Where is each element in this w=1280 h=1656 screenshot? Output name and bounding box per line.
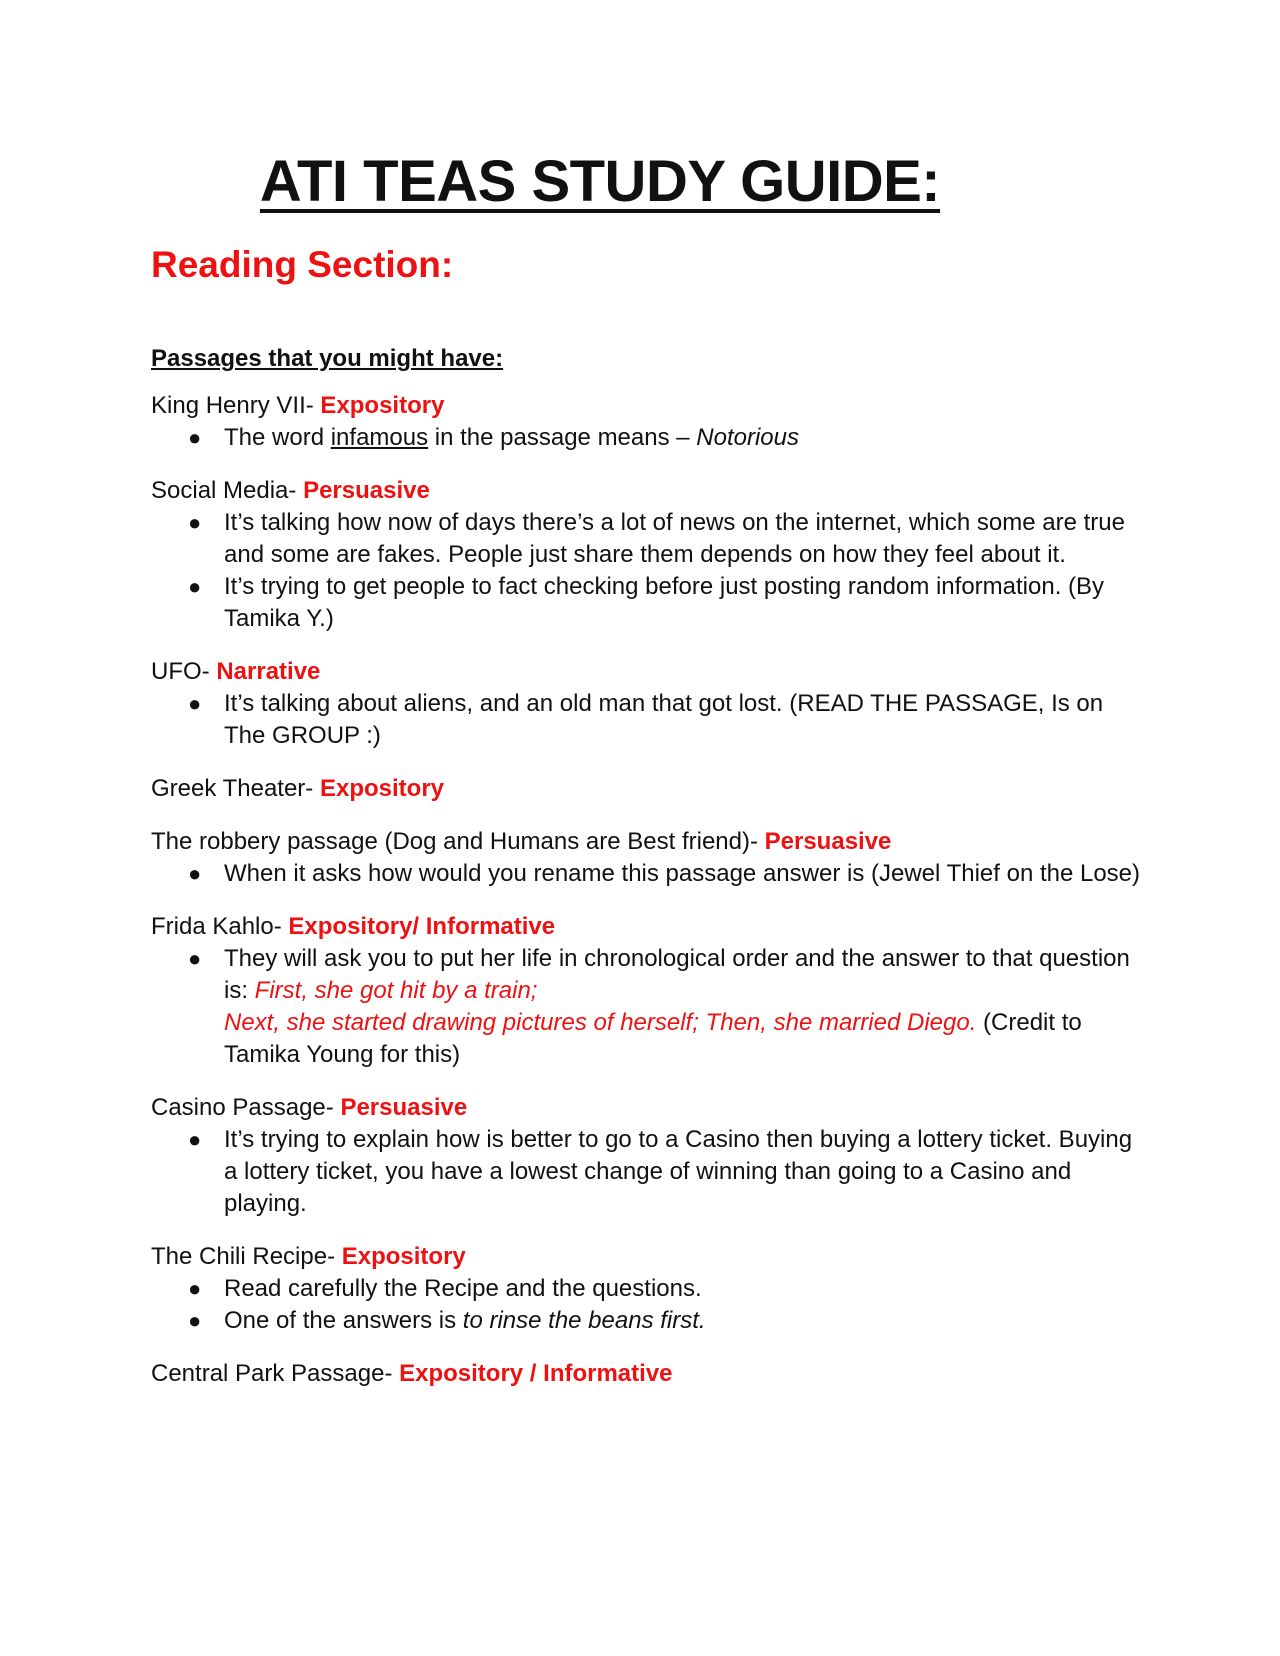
passage-category: Persuasive xyxy=(764,828,892,855)
passage-notes xyxy=(151,422,1141,454)
bullet-icon: ● xyxy=(188,574,202,599)
passage-category: Expository/ Informative xyxy=(288,913,556,940)
section-heading: Reading Section: xyxy=(151,244,454,285)
passage-heading xyxy=(151,656,1141,688)
note-item xyxy=(151,858,1141,890)
bullet-icon: ● xyxy=(188,1276,202,1301)
passage-entry-ufo xyxy=(151,656,1141,752)
bullet-icon: ● xyxy=(188,1127,202,1152)
note-item xyxy=(151,422,1141,454)
passage-notes xyxy=(151,688,1141,752)
passage-heading xyxy=(151,826,1141,858)
note-text: It’s talking how now of days there’s a lot of news on the internet, which some are true and some are fakes. People just share them depends on how they feel about it. xyxy=(224,509,1125,568)
note-item xyxy=(151,1273,1141,1305)
bullet-icon: ● xyxy=(188,861,202,886)
italic-answer: to rinse the beans first. xyxy=(462,1307,706,1334)
passage-entry-social-media xyxy=(151,475,1141,635)
passage-heading xyxy=(151,911,1141,943)
passage-list xyxy=(151,390,1141,1390)
passage-category: Expository xyxy=(319,775,444,802)
passage-name: Social Media- xyxy=(151,477,304,504)
red-answer-first: First, she got hit by a train; xyxy=(254,977,538,1004)
passage-name: King Henry VII- xyxy=(151,392,321,419)
note-text: Read carefully the Recipe and the questions. xyxy=(224,1275,702,1302)
note-item xyxy=(151,688,1141,752)
passage-entry-central-park xyxy=(151,1358,1141,1390)
passage-heading xyxy=(151,1358,1141,1390)
passage-category: Expository xyxy=(341,1243,466,1270)
passage-entry-king-henry xyxy=(151,390,1141,454)
note-item xyxy=(151,1124,1141,1220)
passage-entry-greek-theater xyxy=(151,773,1141,805)
underlined-word: infamous xyxy=(330,424,429,451)
passage-notes xyxy=(151,507,1141,635)
passage-name: Greek Theater- xyxy=(151,775,320,802)
bullet-icon: ● xyxy=(188,1308,202,1333)
passage-category: Narrative xyxy=(216,658,321,685)
passage-category: Expository xyxy=(320,392,445,419)
passage-heading xyxy=(151,390,1141,422)
passage-name: Casino Passage- xyxy=(151,1094,341,1121)
passage-name: UFO- xyxy=(151,658,217,685)
note-item xyxy=(151,943,1141,1071)
passage-category: Expository / Informative xyxy=(399,1360,673,1387)
passage-notes xyxy=(151,943,1141,1071)
note-text: It’s trying to explain how is better to go to a Casino then buying a lottery ticket. Buying a lottery ticket, you have a lowest change of winning than going to a Casino and playing. xyxy=(224,1126,1133,1217)
note-text: It’s talking about aliens, and an old man that got lost. (READ THE PASSAGE, Is on The GROUP :) xyxy=(224,690,1104,749)
passage-heading xyxy=(151,1241,1141,1273)
passage-heading xyxy=(151,1092,1141,1124)
passage-entry-frida-kahlo xyxy=(151,911,1141,1071)
passage-entry-chili-recipe xyxy=(151,1241,1141,1337)
note-text: When it asks how would you rename this passage answer is (Jewel Thief on the Lose) xyxy=(224,860,1141,887)
passage-category: Persuasive xyxy=(340,1094,468,1121)
passage-heading xyxy=(151,773,1141,805)
passage-entry-robbery xyxy=(151,826,1141,890)
bullet-icon: ● xyxy=(188,510,202,535)
passage-name: The Chili Recipe- xyxy=(151,1243,342,1270)
note-item xyxy=(151,571,1141,635)
passage-name: Frida Kahlo- xyxy=(151,913,289,940)
page-title xyxy=(0,148,1200,215)
passage-name: The robbery passage (Dog and Humans are Best friend)- xyxy=(151,828,765,855)
title-text: ATI TEAS STUDY GUIDE: xyxy=(259,149,941,214)
note-item xyxy=(151,1305,1141,1337)
note-text: in the passage means – xyxy=(428,424,697,451)
note-text: They will ask you to put her life in chronological order and the answer to that question is: xyxy=(224,945,1130,1004)
passage-notes xyxy=(151,1273,1141,1337)
red-answer-next: Next, she started drawing pictures of herself; Then, she married Diego. xyxy=(224,1009,977,1036)
note-text: The word xyxy=(224,424,331,451)
note-text: (Credit to Tamika Young for this) xyxy=(224,1009,1082,1068)
note-text: One of the answers is xyxy=(224,1307,463,1334)
italic-answer: Notorious xyxy=(696,424,799,451)
bullet-icon: ● xyxy=(188,425,202,450)
passage-heading xyxy=(151,475,1141,507)
passage-entry-casino xyxy=(151,1092,1141,1220)
passage-notes xyxy=(151,858,1141,890)
bullet-icon: ● xyxy=(188,946,202,971)
passage-notes xyxy=(151,1124,1141,1220)
bullet-icon: ● xyxy=(188,691,202,716)
passage-category: Persuasive xyxy=(303,477,430,504)
passage-name: Central Park Passage- xyxy=(151,1360,400,1387)
note-text: It’s trying to get people to fact checking before just posting random information. (By Tamika Y.) xyxy=(224,573,1105,632)
subheading: Passages that you might have: xyxy=(151,345,504,372)
note-item xyxy=(151,507,1141,571)
